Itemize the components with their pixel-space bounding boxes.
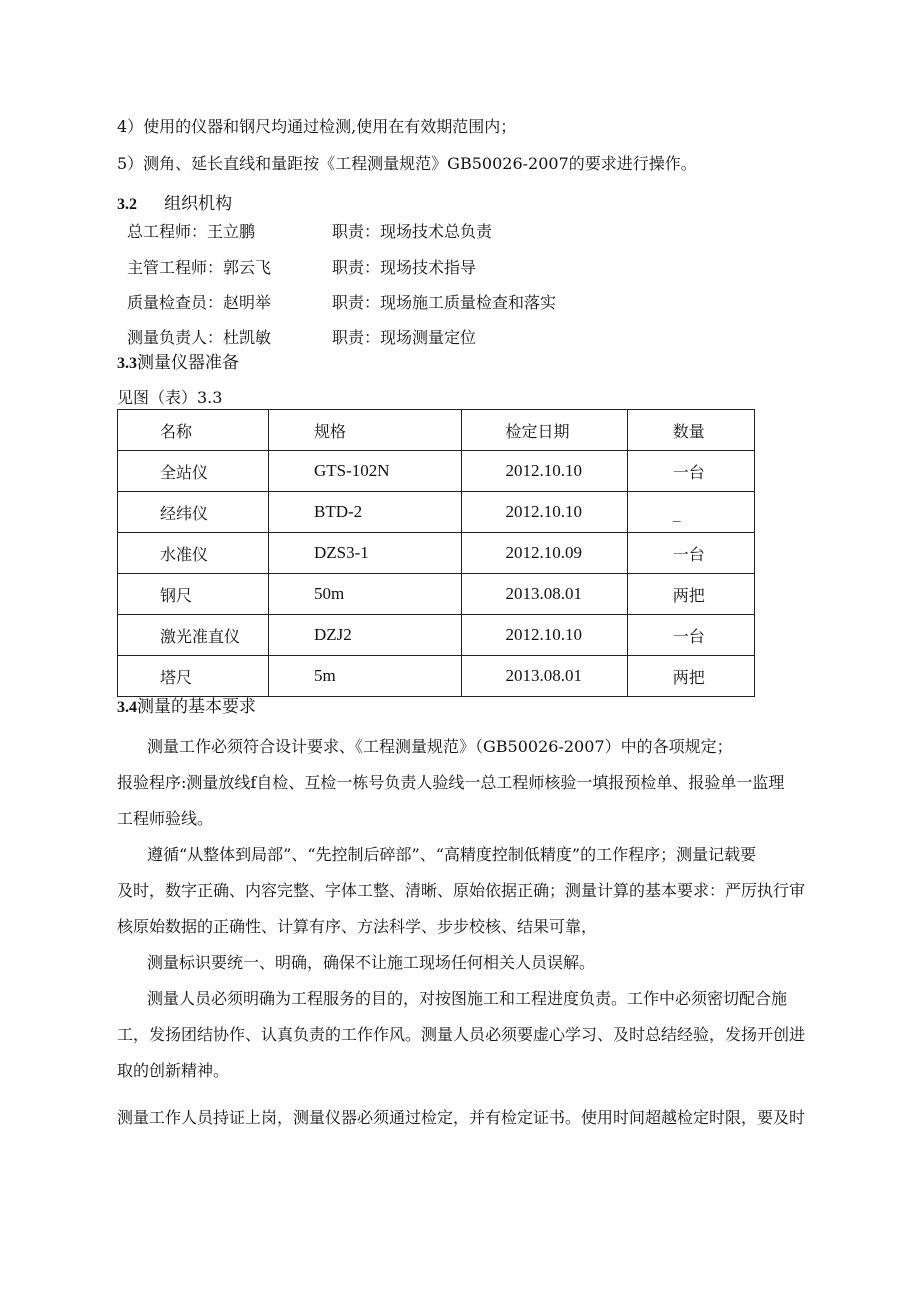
instrument-table xyxy=(117,409,755,697)
org-role-row xyxy=(0,222,920,242)
section-title: 测量仪器准备 xyxy=(137,353,239,373)
org-role-row xyxy=(0,258,920,278)
table-cell: 全站仪 xyxy=(118,451,269,492)
paragraph: 遵循“从整体到局部”、“先控制后碎部”、“高精度控制低精度”的工作程序；测量记载要 xyxy=(147,845,757,864)
section-title: 组织机构 xyxy=(164,194,233,214)
table-cell: 一台 xyxy=(627,533,754,574)
table-header-row xyxy=(118,410,755,451)
role-name: 主管工程师：郭云飞 xyxy=(127,258,272,277)
paragraph: 测量工作人员持证上岗，测量仪器必须通过检定，并有检定证书。使用时间超越检定时限，要及时 xyxy=(117,1108,806,1127)
role-duty: 职责：现场技术指导 xyxy=(332,258,477,277)
paragraph: 工程师验线。 xyxy=(117,809,214,828)
table-row xyxy=(118,533,755,574)
paragraph: 工，发扬团结协作、认真负责的工作作风。测量人员必须要虚心学习、及时总结经验，发扬开创进 xyxy=(117,1025,806,1044)
list-item-5: 5）测角、延长直线和量距按《工程测量规范》GB50026-2007的要求进行操作。 xyxy=(117,154,697,173)
table-header-cell: 数量 xyxy=(627,410,754,451)
table-cell: 2012.10.10 xyxy=(461,451,627,492)
paragraph: 测量人员必须明确为工程服务的目的，对按图施工和工程进度负责。工作中必须密切配合施 xyxy=(147,989,788,1008)
table-cell: 经纬仪 xyxy=(118,492,269,533)
table-cell: _ xyxy=(627,492,754,533)
section-number: 3.3 xyxy=(117,355,137,372)
role-name: 总工程师：王立鹏 xyxy=(127,222,256,241)
table-cell: 塔尺 xyxy=(118,656,269,697)
table-cell: BTD-2 xyxy=(268,492,461,533)
table-cell: 一台 xyxy=(627,451,754,492)
paragraph: 报验程序:测量放线f自检、互检一栋号负责人验线一总工程师核验一填报预检单、报验单一监理 xyxy=(117,773,785,792)
table-cell: 2013.08.01 xyxy=(461,574,627,615)
paragraph: 测量工作必须符合设计要求、《工程测量规范》（GB50026-2007）中的各项规定； xyxy=(147,737,733,756)
table-header-cell: 规格 xyxy=(268,410,461,451)
table-cell: 2012.10.09 xyxy=(461,533,627,574)
org-role-row xyxy=(0,293,920,313)
table-cell: GTS-102N xyxy=(268,451,461,492)
table-row xyxy=(118,492,755,533)
paragraph: 取的创新精神。 xyxy=(117,1061,230,1080)
table-row xyxy=(118,615,755,656)
org-role-row xyxy=(0,328,920,348)
table-cell: 5m xyxy=(268,656,461,697)
table-cell: 两把 xyxy=(627,656,754,697)
table-cell: 2013.08.01 xyxy=(461,656,627,697)
section-3-3-heading xyxy=(117,353,239,374)
role-name: 测量负责人：杜凯敏 xyxy=(127,328,272,347)
table-cell: 两把 xyxy=(627,574,754,615)
table-cell: DZJ2 xyxy=(268,615,461,656)
section-3-4-heading xyxy=(117,697,256,718)
table-cell: 一台 xyxy=(627,615,754,656)
list-item-4: 4）使用的仪器和钢尺均通过检测,使用在有效期范围内； xyxy=(117,117,517,136)
table-row xyxy=(118,656,755,697)
section-title: 测量的基本要求 xyxy=(137,697,256,717)
role-name: 质量检查员：赵明举 xyxy=(127,293,272,312)
table-cell: 水准仪 xyxy=(118,533,269,574)
table-cell: 激光准直仪 xyxy=(118,615,269,656)
paragraph: 及时，数字正确、内容完整、字体工整、清晰、原始依据正确；测量计算的基本要求：严厉执行审 xyxy=(117,881,806,900)
role-duty: 职责：现场测量定位 xyxy=(332,328,477,347)
table-header-cell: 名称 xyxy=(118,410,269,451)
table-cell: 50m xyxy=(268,574,461,615)
table-row xyxy=(118,574,755,615)
table-cell: DZS3-1 xyxy=(268,533,461,574)
role-duty: 职责：现场技术总负责 xyxy=(332,222,493,241)
table-row xyxy=(118,451,755,492)
table-reference: 见图（表）3.3 xyxy=(117,388,223,407)
role-duty: 职责：现场施工质量检查和落实 xyxy=(332,293,557,312)
paragraph: 核原始数据的正确性、计算有序、方法科学、步步校核、结果可靠， xyxy=(117,917,598,936)
paragraph: 测量标识要统一、明确，确保不让施工现场任何相关人员误解。 xyxy=(147,953,596,972)
section-number: 3.4 xyxy=(117,699,137,716)
table-cell: 钢尺 xyxy=(118,574,269,615)
section-3-2-heading xyxy=(117,194,232,215)
table-cell: 2012.10.10 xyxy=(461,492,627,533)
section-number: 3.2 xyxy=(117,196,137,213)
table-header-cell: 检定日期 xyxy=(461,410,627,451)
table-cell: 2012.10.10 xyxy=(461,615,627,656)
